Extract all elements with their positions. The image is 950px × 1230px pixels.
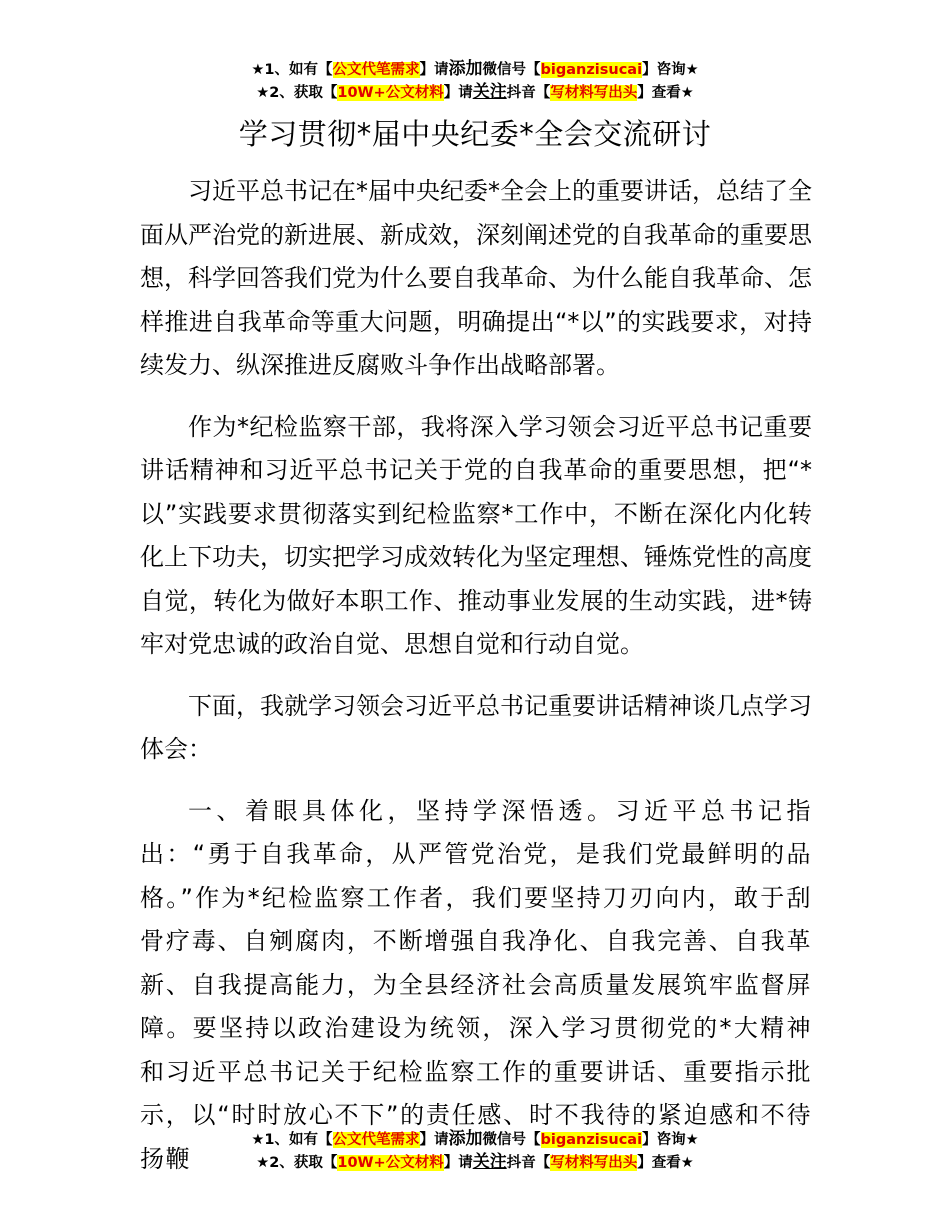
promo-highlight: 10W+公文材料: [337, 1155, 444, 1171]
promo-line-1: [0, 1128, 950, 1151]
promo-highlight: biganzisucai: [540, 62, 643, 78]
promo-text: ★2、获取【: [256, 1155, 338, 1171]
promo-text: 】查看★: [637, 85, 694, 101]
paragraph: 一、着眼具体化，坚持学深悟透。习近平总书记指出：“勇于自我革命，从严管党治党，是我们党最鲜明的品格。”作为*纪检监察工作者，我们要坚持刀刃向内，敢于刮骨疗毒、自剜腐肉，不断增强自我净化、自我完善、自我革新、自我提高能力，为全县经济社会高质量发展筑牢监督屏障。要坚持以政治建设为统领，深入学习贯彻党的*大精神和习近平总书记关于纪检监察工作的重要讲话、重要指示批示，以“时时放心不下”的责任感、时不我待的紧迫感和不待扬鞭: [140, 796, 812, 1173]
promo-emphasis: 添加: [448, 59, 483, 79]
paragraph: 作为*纪检监察干部，我将深入学习领会习近平总书记重要讲话精神和习近平总书记关于党的自我革命的重要思想，把“*以”实践要求贯彻落实到纪检监察*工作中，不断在深化内化转化上下功夫，切实把学习成效转化为坚定理想、锤炼党性的高度自觉，转化为做好本职工作、推动事业发展的生动实践，进*铸牢对党忠诚的政治自觉、思想自觉和行动自觉。: [140, 412, 812, 658]
promo-text: 抖音【: [506, 85, 551, 101]
promo-highlight: 10W+公文材料: [337, 85, 444, 101]
promo-line-2: [0, 81, 950, 104]
promo-text: 】查看★: [637, 1155, 694, 1171]
promo-text: ★1、如有【: [251, 62, 333, 78]
promo-highlight: 公文代笔需求: [332, 62, 420, 78]
paragraph: 下面，我就学习领会习近平总书记重要讲话精神谈几点学习体会：: [140, 691, 812, 763]
promo-text: 】请: [419, 1132, 449, 1148]
promo-text: 微信号【: [482, 1132, 541, 1148]
promo-emphasis: 关注: [472, 1152, 507, 1172]
promo-highlight: 写材料写出头: [550, 1155, 638, 1171]
promo-text: ★1、如有【: [251, 1132, 333, 1148]
promo-text: 】咨询★: [642, 1132, 699, 1148]
document-title: 学习贯彻*届中央纪委*全会交流研讨: [238, 117, 712, 151]
promo-line-1: [0, 58, 950, 81]
promo-banner-top: [0, 58, 950, 104]
promo-highlight: biganzisucai: [540, 1132, 643, 1148]
promo-highlight: 写材料写出头: [550, 85, 638, 101]
promo-text: 】请: [443, 85, 473, 101]
promo-text: ★2、获取【: [256, 85, 338, 101]
promo-highlight: 公文代笔需求: [332, 1132, 420, 1148]
promo-text: 抖音【: [506, 1155, 551, 1171]
promo-banner-bottom: [0, 1128, 950, 1174]
paragraph: 习近平总书记在*届中央纪委*全会上的重要讲话，总结了全面从严治党的新进展、新成效，深刻阐述党的自我革命的重要思想，科学回答我们党为什么要自我革命、为什么能自我革命、怎样推进自我革命等重大问题，明确提出“*以”的实践要求，对持续发力、纵深推进反腐败斗争作出战略部署。: [140, 177, 812, 379]
promo-text: 】咨询★: [642, 62, 699, 78]
promo-text: 微信号【: [482, 62, 541, 78]
promo-emphasis: 关注: [472, 82, 507, 102]
promo-text: 】请: [443, 1155, 473, 1171]
promo-line-2: [0, 1151, 950, 1174]
promo-text: 】请: [419, 62, 449, 78]
document-body: [140, 170, 812, 1199]
promo-emphasis: 添加: [448, 1129, 483, 1149]
